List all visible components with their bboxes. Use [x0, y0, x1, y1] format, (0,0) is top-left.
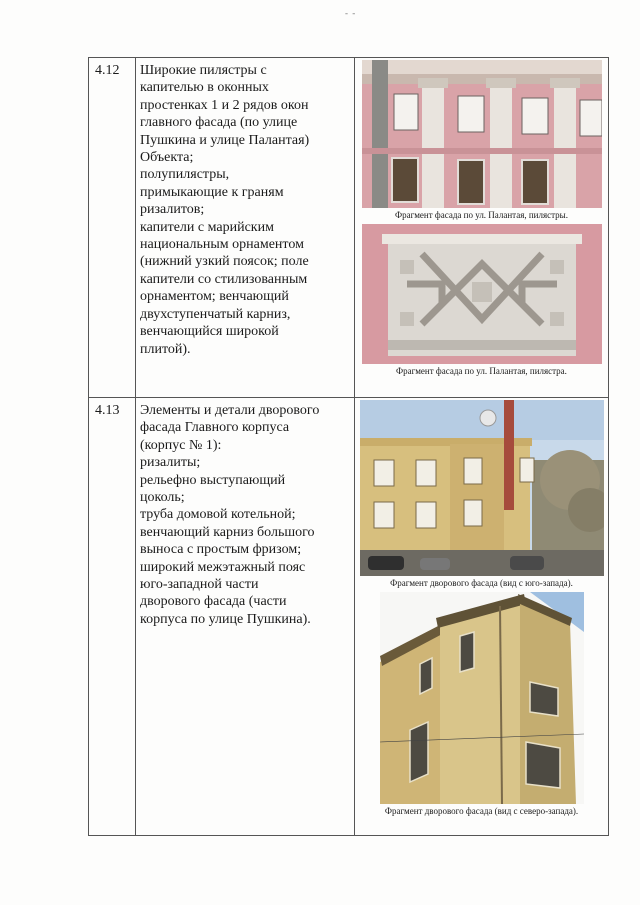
description-line: Пушкина и улице Палантая)	[140, 132, 310, 148]
description-line: (нижний узкий поясок; поле	[140, 254, 309, 270]
page-mark: - -	[345, 8, 357, 18]
description-line: венчающий карниз большого	[140, 524, 315, 540]
description-line: капители со стилизованным	[140, 271, 308, 287]
table-row	[89, 398, 609, 836]
description-line: главного фасада (по улице	[140, 115, 298, 131]
description-line: Широкие пилястры с	[140, 63, 267, 78]
description-line: труба домовой котельной;	[140, 507, 296, 523]
description-line: национальным орнаментом	[140, 237, 304, 253]
description-line: (корпус № 1):	[140, 437, 222, 453]
description-line: Объекта;	[140, 150, 194, 166]
photo-caption: Фрагмент дворового фасада (вид с северо-запада).	[384, 806, 579, 816]
description-line: простенках 1 и 2 рядов окон	[140, 97, 309, 113]
description-line: примыкающие к граням	[140, 184, 284, 200]
description-line: широкий межэтажный пояс	[140, 559, 306, 575]
row-photos	[355, 58, 609, 398]
description-line: капители с марийским	[140, 219, 274, 235]
courtyard-northwest-photo	[380, 592, 584, 804]
description-line: орнаментом; венчающий	[140, 289, 289, 305]
description-line: дворового фасада (части	[140, 594, 287, 610]
description-line: корпуса по улице Пушкина).	[140, 611, 311, 627]
description-line: полупилястры,	[140, 167, 230, 183]
description-line: плитой).	[140, 341, 191, 357]
description-line: цоколь;	[140, 490, 185, 506]
photo-caption: Фрагмент дворового фасада (вид с юго-запада).	[390, 578, 573, 588]
photo-caption: Фрагмент фасада по ул. Палантая, пилястры.	[395, 210, 568, 220]
row-photos	[355, 398, 609, 836]
description-line: фасада Главного корпуса	[140, 420, 290, 436]
description-line: ризалитов;	[140, 202, 205, 218]
ornament-capital-photo	[362, 224, 602, 364]
description-line: двухступенчатый карниз,	[140, 306, 291, 322]
row-number: 4.12	[89, 58, 136, 398]
table-row	[89, 58, 609, 398]
row-description	[136, 398, 355, 836]
monument-elements-table	[88, 57, 609, 836]
description-line: выноса с простым фризом;	[140, 542, 302, 558]
facade-pilasters-photo	[362, 60, 602, 208]
description-line: Элементы и детали дворового	[140, 403, 320, 418]
description-line: юго-западной части	[140, 577, 259, 593]
courtyard-southwest-photo	[360, 400, 604, 576]
photo-caption: Фрагмент фасада по ул. Палантая, пилястра.	[396, 366, 567, 376]
description-line: ризалиты;	[140, 455, 201, 471]
description-line: рельефно выступающий	[140, 472, 286, 488]
row-description	[136, 58, 355, 398]
description-line: капителью в оконных	[140, 80, 269, 96]
description-line: венчающийся широкой	[140, 324, 279, 340]
row-number: 4.13	[89, 398, 136, 836]
